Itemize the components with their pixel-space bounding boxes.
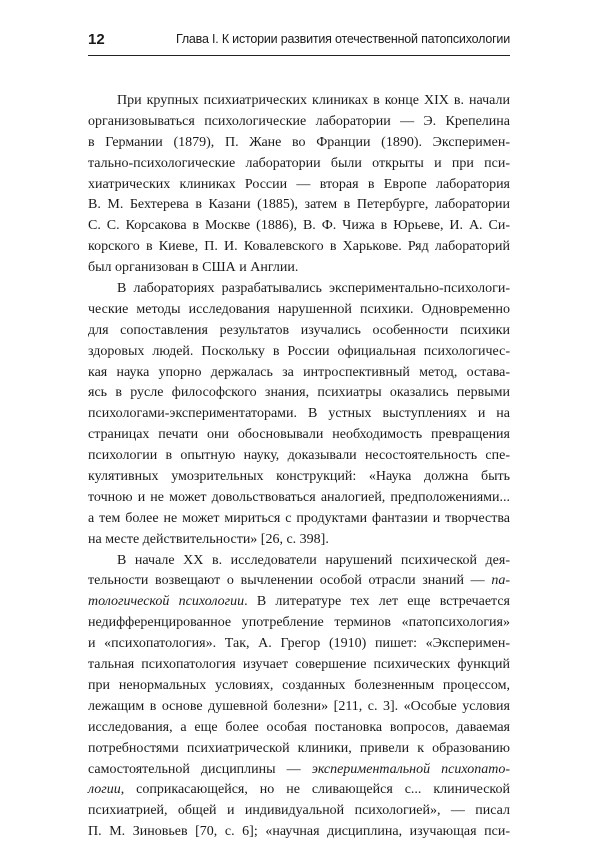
text-line: корского в Киеве, П. И. Ковалевского в Харькове. Ряд лабораторий xyxy=(88,239,510,255)
text-line: В. М. Бехтерева в Казани (1885), затем в Петербурге, лаборатории xyxy=(88,197,510,213)
text-line: С. С. Корсакова в Москве (1886), В. Ф. Чижа в Юрьеве, И. А. Си- xyxy=(88,218,510,234)
text-line xyxy=(88,760,510,781)
chapter-title: Глава I. К истории развития отечественной патопсихологии xyxy=(175,32,510,46)
text-line: здоровых людей. Поскольку в России официальная психологичес- xyxy=(88,343,510,359)
text-line: на месте действительности» [26, с. 398]. xyxy=(88,531,329,547)
body-text xyxy=(88,91,510,843)
text-line: недифференцированное употребление терминов «патопсихология» xyxy=(88,615,510,631)
running-header xyxy=(88,27,510,53)
text-line: точною и не может довольствоваться аналогией, предположениями... xyxy=(88,489,510,505)
text-line: психологии в опытную науку, доказывали несостоятельность спе- xyxy=(88,448,510,464)
text-line: при ненормальных условиях, созданных болезненным процессом, xyxy=(88,677,510,693)
text-line: кая наука упорно держалась за интроспективный метод, остава- xyxy=(88,364,510,380)
text-line: тальная психопатология изучает совершение психических функций xyxy=(88,657,510,673)
header-divider xyxy=(88,55,510,56)
text-segment: тельности возвещают о вычленении особой отрасли знаний — xyxy=(88,573,492,589)
text-line: тально-психологические лаборатории были открыты и при пси- xyxy=(88,155,510,171)
text-line: лежащим в основе душевной болезни» [211, с. 3]. «Особые условия xyxy=(88,698,510,714)
text-line: в Германии (1879), П. Жане во Франции (1890). Эксперимен- xyxy=(88,134,510,150)
text-line: исследования, а еще более особая постановка вопросов, даваемая xyxy=(88,719,510,735)
text-line: В лабораториях разрабатывались экспериментально-психологи- xyxy=(117,281,510,297)
page-number: 12 xyxy=(88,31,105,48)
text-line: В начале XX в. исследователи нарушений психической дея- xyxy=(117,552,510,568)
emphasis-term: логии xyxy=(88,782,121,798)
text-segment: . В литературе тех лет еще встречается xyxy=(244,594,510,610)
text-line: и «психопатология». Так, А. Грегор (1910) пишет: «Эксперимен- xyxy=(88,636,510,652)
text-line: кулятивных умозрительных конструкций: «Наука должна быть xyxy=(88,469,510,485)
text-line: психологами-экспериментаторами. В устных выступлениях и на xyxy=(88,406,510,422)
text-line: потребностями психиатрической клиники, привели к образованию xyxy=(88,740,510,756)
text-line: был организован в США и Англии. xyxy=(88,260,299,276)
text-line: а тем более не может мириться с продуктами фантазии и творчества xyxy=(88,510,510,526)
text-segment: , соприкасающейся, но не сливающейся с... клинической xyxy=(120,782,510,798)
text-line xyxy=(88,780,510,801)
text-line: страницах печати они обосновывали необходимость превращения xyxy=(88,427,510,443)
text-line: ческие методы исследования нарушенной психики. Одновременно xyxy=(88,301,510,317)
text-line: П. М. Зиновьев [70, с. 6]; «научная дисциплина, изучающая пси- xyxy=(88,824,510,840)
text-line xyxy=(88,592,510,613)
text-line: психиатрией, общей и индивидуальной психологией», — писал xyxy=(88,803,510,819)
text-line: организовываться психологические лаборатории — Э. Крепелина xyxy=(88,113,510,129)
text-segment: самостоятельной дисциплины — xyxy=(88,761,312,777)
text-line: При крупных психиатрических клиниках в конце XIX в. начали xyxy=(117,93,510,108)
emphasis-term: экспериментальной психопато- xyxy=(311,761,511,777)
emphasis-term: тологической психологии xyxy=(88,594,245,610)
text-line: для сопоставления результатов изучались особенности психики xyxy=(88,322,510,338)
text-line xyxy=(88,571,510,592)
emphasis-term: па- xyxy=(491,573,510,589)
text-line: ясь в русле философского знания, психиатры оказались первыми xyxy=(88,385,510,401)
text-line: хиатрических клиниках России — вторая в Европе лаборатория xyxy=(88,176,510,192)
